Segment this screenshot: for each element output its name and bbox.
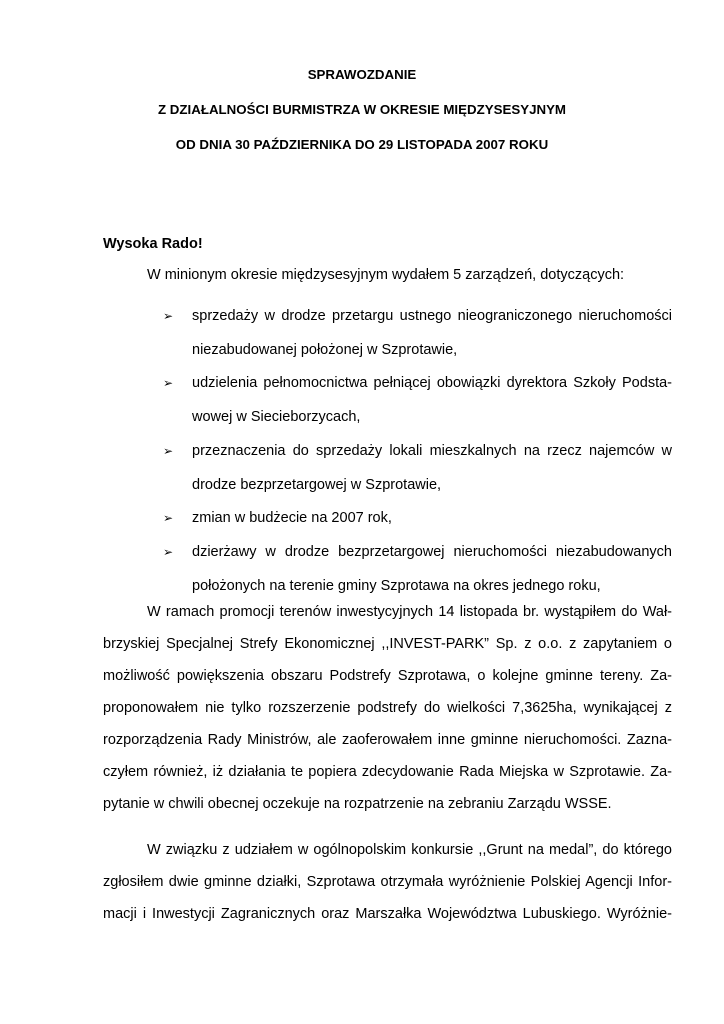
arrow-bullet-icon: ➢ <box>163 443 174 458</box>
intro-sentence: W minionym okresie międzysesyjnym wydałem 5 zarządzeń, dotyczących: <box>147 267 625 283</box>
arrow-bullet-icon: ➢ <box>163 511 174 526</box>
paragraph-line: czyłem również, iż działania te popiera zdecydowanie Rada Miejska w Szprotawie. Za- <box>103 764 672 780</box>
document-title: SPRAWOZDANIE <box>307 67 417 82</box>
paragraph-line: proponowałem nie tylko rozszerzenie podstrefy do wielkości 7,3625ha, wynikającej z <box>103 700 672 716</box>
paragraph-line: brzyskiej Specjalnej Strefy Ekonomicznej ,,INVEST-PARK” Sp. z o.o. z zapytaniem o <box>103 636 672 652</box>
paragraph-line: macji i Inwestycji Zagranicznych oraz Marszałka Województwa Lubuskiego. Wyróżnie- <box>103 906 672 922</box>
paragraph-line: rozporządzenia Rady Ministrów, ale zaoferowałem inne gminne nieruchomości. Zazna- <box>103 732 672 748</box>
list-item-text: sprzedaży w drodze przetargu ustnego nieograniczonego nieruchomości niezabudowanej położonej w Szprotawie, <box>192 308 672 358</box>
arrow-bullet-icon: ➢ <box>163 309 174 323</box>
arrow-bullet-icon: ➢ <box>163 544 174 559</box>
paragraph-line: zgłosiłem dwie gminne działki, Szprotawa otrzymała wyróżnienie Polskiej Agencji Infor- <box>103 874 672 890</box>
arrow-bullet-icon: ➢ <box>163 376 174 391</box>
list-item <box>163 300 672 367</box>
paragraph-grunt-na-medal <box>103 834 672 930</box>
greeting: Wysoka Rado! <box>103 236 203 252</box>
list-item <box>163 502 672 536</box>
list-item-text: przeznaczenia do sprzedaży lokali mieszkalnych na rzecz najemców w drodze bezprzetargowej w Szprotawie, <box>192 442 672 493</box>
paragraph-line: możliwość powiększenia obszaru Podstrefy Szprotawa, o kolejne gminne tereny. Za- <box>103 668 672 684</box>
paragraph-invest-park <box>103 596 672 820</box>
paragraph-line: W związku z udziałem w ogólnopolskim konkursie ,,Grunt na medal”, do którego <box>147 842 672 858</box>
ordinances-list <box>163 300 672 603</box>
list-item <box>163 536 672 603</box>
document-subtitle-scope: Z DZIAŁALNOŚCI BURMISTRZA W OKRESIE MIĘDZYSESYJNYM <box>157 102 567 117</box>
paragraph-line: W ramach promocji terenów inwestycyjnych 14 listopada br. wystąpiłem do Wał- <box>147 604 672 620</box>
document-subtitle-period: OD DNIA 30 PAŹDZIERNIKA DO 29 LISTOPADA 2007 ROKU <box>175 137 549 152</box>
list-item-text: udzielenia pełnomocnictwa pełniącej obowiązki dyrektora Szkoły Podsta-wowej w Siecieborzycach, <box>192 375 672 426</box>
list-item-text: dzierżawy w drodze bezprzetargowej nieruchomości niezabudowanych położonych na terenie gminy Szprotawa na okres jednego roku, <box>192 543 672 594</box>
list-item <box>163 367 672 434</box>
paragraph-line: pytanie w chwili obecnej oczekuje na rozpatrzenie na zebraniu Zarządu WSSE. <box>103 796 612 812</box>
list-item-text: zmian w budżecie na 2007 rok, <box>192 510 392 527</box>
list-item <box>163 435 672 502</box>
